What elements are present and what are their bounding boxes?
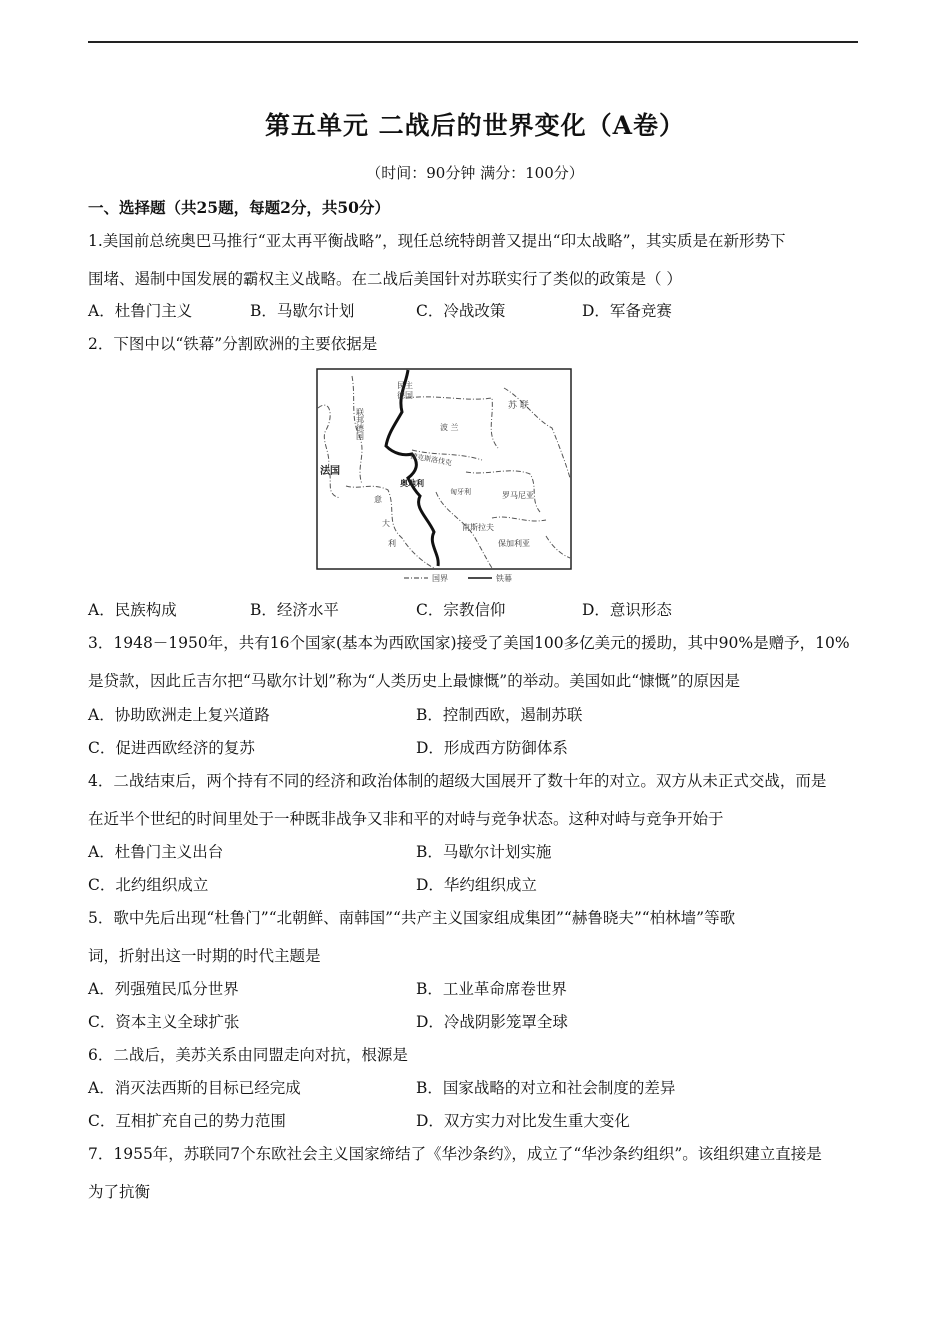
map-label-democratic: 民主	[397, 381, 413, 390]
question-7-line-1: 7．1955年，苏联同7个东欧社会主义国家缔结了《华沙条约》，成立了“华沙条约组织”。该组织建立直接是	[88, 1145, 822, 1163]
q6-option-b: B．国家战略的对立和社会制度的差异	[416, 1079, 676, 1097]
section-heading: 一、选择题（共25题，每题2分，共50分）	[88, 198, 390, 217]
q1-option-c: C．冷战改策	[416, 302, 506, 320]
question-5-line-2: 词，折射出这一时期的时代主题是	[88, 947, 321, 965]
map-label-west-germany: 联邦德国	[355, 408, 365, 440]
q4-option-a: A．杜鲁门主义出台	[88, 843, 224, 861]
q6-option-d: D．双方实力对比发生重大变化	[416, 1112, 630, 1130]
q2-option-a: A．民族构成	[88, 601, 177, 619]
question-7-line-2: 为了抗衡	[88, 1183, 151, 1201]
question-1-line-1: 1.美国前总统奥巴马推行“亚太再平衡战略”，现任总统特朗普又提出“印太战略”，其实质是在新形势下	[88, 232, 786, 250]
question-2: 2．下图中以“铁幕”分割欧洲的主要依据是	[88, 335, 378, 353]
q3-option-c: C．促进西欧经济的复苏	[88, 739, 255, 757]
page-title: 第五单元 二战后的世界变化（A卷）	[264, 111, 686, 140]
legend-border-label: 国界	[432, 574, 448, 583]
question-1	[88, 222, 868, 298]
q3-option-a: A．协助欧洲走上复兴道路	[88, 706, 270, 724]
q5-option-c: C．资本主义全球扩张	[88, 1013, 240, 1031]
q3-option-b: B．控制西欧，遏制苏联	[416, 706, 583, 724]
question-1-line-2: 围堵、遏制中国发展的霸权主义战略。在二战后美国针对苏联实行了类似的政策是（ ）	[88, 270, 682, 288]
map-label-france: 法国	[320, 466, 340, 477]
q5-option-b: B．工业革命席卷世界	[416, 980, 567, 998]
map-label-germany: 德国	[397, 391, 413, 400]
question-4	[88, 762, 868, 838]
question-3	[88, 624, 868, 700]
map-label-bulgaria: 保加利亚	[498, 539, 530, 548]
question-5	[88, 899, 868, 975]
exam-info: （时间：90分钟 满分：100分）	[366, 164, 584, 182]
map-label-soviet-union: 苏 联	[508, 401, 529, 411]
question-4-line-2: 在近半个世纪的时间里处于一种既非战争又非和平的对峙与竞争状态。这种对峙与竞争开始于	[88, 810, 724, 828]
question-5-line-1: 5．歌中先后出现“杜鲁门”“北朝鲜、南韩国”“共产主义国家组成集团”“赫鲁晓夫”“柏林墙”等歌	[88, 909, 736, 927]
map-label-poland: 波 兰	[440, 423, 459, 432]
question-6: 6．二战后，美苏关系由同盟走向对抗，根源是	[88, 1046, 408, 1064]
map-label-austria: 奥地利	[400, 478, 424, 488]
map-label-italy-2: 大	[382, 519, 390, 528]
map-label-romania: 罗马尼亚	[502, 491, 534, 500]
q2-option-b: B．经济水平	[250, 601, 339, 619]
q2-option-c: C．宗教信仰	[416, 601, 506, 619]
map-label-czechoslovakia: 捷克斯洛伐克	[409, 452, 453, 468]
question-3-line-1: 3．1948－1950年，共有16个国家(基本为西欧国家)接受了美国100多亿美元的援助，其中90%是赠予，10%	[88, 634, 850, 652]
map-label-yugoslavia: 南斯拉夫	[462, 523, 494, 532]
map-label-italy-1: 意	[374, 495, 382, 504]
q5-option-d: D．冷战阴影笼罩全球	[416, 1013, 568, 1031]
header-rule	[88, 41, 858, 43]
q4-option-b: B．马歇尔计划实施	[416, 843, 552, 861]
iron-curtain-map	[316, 368, 572, 588]
q1-option-d: D．军备竞赛	[582, 302, 672, 320]
question-3-line-2: 是贷款，因此丘吉尔把“马歇尔计划”称为“人类历史上最慷慨”的举动。美国如此“慷慨”的原因是	[88, 672, 741, 690]
map-label-hungary: 匈牙利	[450, 488, 471, 496]
q5-option-a: A．列强殖民瓜分世界	[88, 980, 239, 998]
q6-option-c: C．互相扩充自己的势力范围	[88, 1112, 286, 1130]
q1-option-a: A．杜鲁门主义	[88, 302, 193, 320]
q4-option-d: D．华约组织成立	[416, 876, 537, 894]
q1-option-b: B．马歇尔计划	[250, 302, 355, 320]
question-7	[88, 1135, 868, 1211]
question-4-line-1: 4．二战结束后，两个持有不同的经济和政治体制的超级大国展开了数十年的对立。双方从未正式交战，而是	[88, 772, 827, 790]
map-label-italy-3: 利	[388, 539, 396, 548]
q3-option-d: D．形成西方防御体系	[416, 739, 568, 757]
q6-option-a: A．消灭法西斯的目标已经完成	[88, 1079, 301, 1097]
q2-option-d: D．意识形态	[582, 601, 672, 619]
q4-option-c: C．北约组织成立	[88, 876, 209, 894]
legend-curtain-label: 铁幕	[496, 574, 512, 583]
